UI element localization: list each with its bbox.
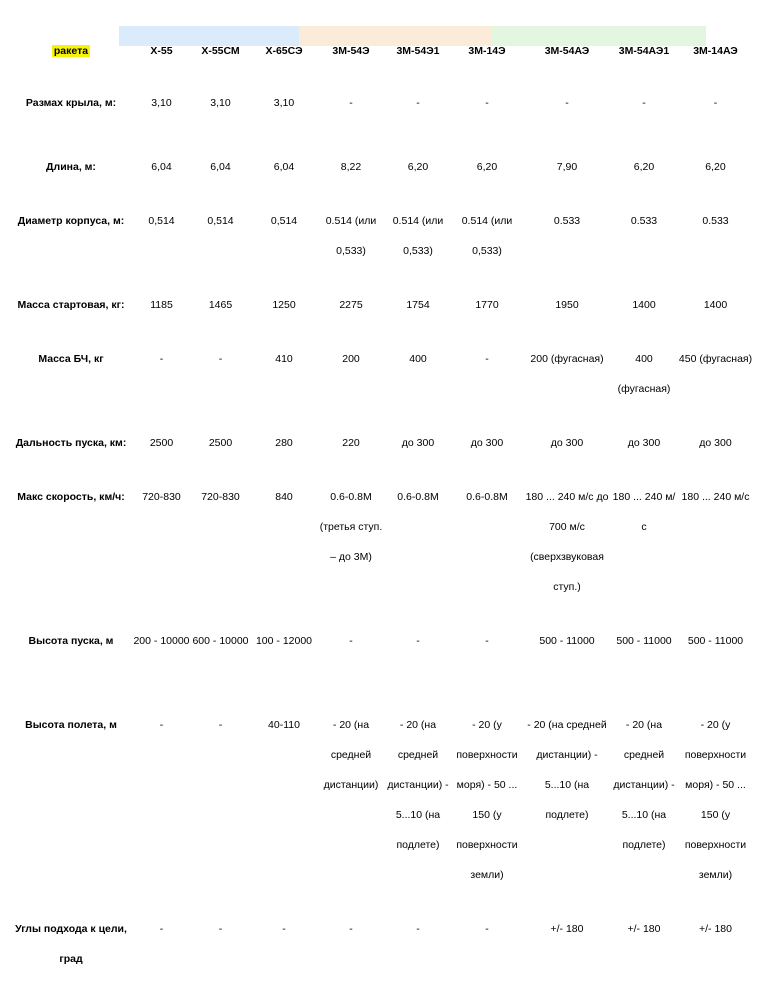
table-cell: 180 ... 240 м/с (681, 491, 750, 503)
table-cell: 450 (фугасная) (678, 353, 753, 365)
column-header: Х-65СЭ (265, 45, 303, 57)
row-label: Масса стартовая, кг: (17, 299, 125, 311)
table-cell: 400 (фугасная) (617, 353, 671, 395)
column-header: 3М-54Э (332, 45, 370, 57)
table-cell: - 20 (у поверхности моря) - 50 ... 150 (у поверхности земли) (456, 719, 518, 881)
table-row (10, 626, 755, 710)
table-cell: 500 - 11000 (539, 635, 595, 647)
table-cell: 8,22 (340, 161, 362, 173)
table-cell: 6,04 (273, 161, 295, 173)
table-cell: 0.514 (или 0,533) (325, 215, 377, 257)
table-cell: - (282, 923, 286, 935)
table-cell: - (416, 923, 420, 935)
table-cell: 0.514 (или 0,533) (392, 215, 444, 257)
missile-specs-table (10, 36, 755, 974)
table-cell: +/- 180 (627, 923, 661, 935)
table-cell: 0.6-0.8М (397, 491, 439, 503)
table-cell: 200 (фугасная) (530, 353, 604, 365)
table-cell: 1465 (208, 299, 233, 311)
table-cell: +/- 180 (699, 923, 732, 935)
table-cell: 1185 (150, 299, 173, 311)
table-cell: 100 - 12000 (255, 635, 313, 647)
row-label: Диаметр корпуса, м: (17, 215, 125, 227)
table-cell: - (485, 353, 489, 365)
row-label: Дальность пуска, км: (15, 437, 127, 449)
table-cell: - (565, 97, 569, 109)
table-cell: 1400 (703, 299, 728, 311)
table-cell: до 300 (627, 437, 661, 449)
table-cell: 3,10 (210, 97, 231, 109)
table-cell: 0,514 (207, 215, 234, 227)
table-cell: 40-110 (268, 719, 300, 731)
column-header: 3М-14Э (468, 45, 506, 57)
table-cell: - (485, 923, 489, 935)
table-cell: 0.6-0.8М (третья ступ. – до 3М) (319, 491, 383, 563)
table-cell: 2275 (339, 299, 363, 311)
table-cell: - 20 (на средней дистанции) - 5...10 (на подлете) (387, 719, 449, 851)
table-cell: 1250 (272, 299, 296, 311)
table-cell: 0.6-0.8М (466, 491, 508, 503)
table-cell: 7,90 (556, 161, 578, 173)
table-cell: - (218, 353, 223, 365)
row-label: Масса БЧ, кг (38, 353, 104, 365)
table-cell: 280 (275, 437, 293, 449)
table-cell: 180 ... 240 м/с до 700 м/с (сверхзвуковая ступ.) (525, 491, 609, 593)
table-cell: 500 - 11000 (616, 635, 672, 647)
row-label: Высота пуска, м (28, 635, 114, 647)
table-cell: 0.533 (553, 215, 581, 227)
table-cell: - 20 (на средней дистанции) (323, 719, 379, 791)
table-cell: 0,514 (148, 215, 175, 227)
table-cell: - 20 (у поверхности моря) - 50 ... 150 (у поверхности земли) (684, 719, 747, 881)
row-label: Длина, м: (46, 161, 96, 173)
table-row (10, 482, 755, 626)
table-row (10, 344, 755, 428)
table-cell: до 300 (470, 437, 504, 449)
table-cell: 6,20 (476, 161, 498, 173)
table-cell: 0.533 (702, 215, 729, 227)
table-cell: 1400 (632, 299, 656, 311)
table-cell: - (349, 923, 353, 935)
table-cell: 0.533 (630, 215, 658, 227)
table-cell: 400 (409, 353, 427, 365)
table-cell: - (485, 635, 489, 647)
column-header: Х-55 (150, 45, 173, 57)
column-header: 3М-54АЭ1 (618, 45, 670, 57)
table-cell: - (349, 97, 353, 109)
table-cell: 3,10 (151, 97, 172, 109)
column-header: 3М-14АЭ (693, 45, 738, 57)
table-cell: 200 (342, 353, 360, 365)
column-header: Х-55СМ (201, 45, 240, 57)
column-header: 3М-54АЭ (544, 45, 590, 57)
table-cell: 1770 (475, 299, 499, 311)
table-cell: 0,514 (270, 215, 298, 227)
table-row (10, 710, 755, 914)
table-cell: - (159, 719, 164, 731)
table-cell: 720-830 (142, 491, 181, 503)
table-cell: 220 (342, 437, 360, 449)
row-label: Высота полета, м (25, 719, 117, 731)
table-cell: до 300 (699, 437, 732, 449)
table-cell: - (642, 97, 646, 109)
table-cell: 200 - 10000 (133, 635, 190, 647)
table-cell: - (416, 635, 420, 647)
table-cell: - (218, 719, 223, 731)
row-label: Размах крыла, м: (25, 97, 117, 109)
table-cell: - (159, 923, 164, 935)
table-cell: 6,20 (633, 161, 655, 173)
table-header-row (10, 36, 755, 68)
table-cell: - (416, 97, 420, 109)
table-row (10, 152, 755, 206)
table-cell: 410 (275, 353, 293, 365)
table-row (10, 428, 755, 482)
table-row (10, 290, 755, 344)
table-cell: - 20 (на средней дистанции) - 5...10 (на подлете) (527, 719, 607, 821)
table-cell: 600 - 10000 (192, 635, 249, 647)
table-cell: - (159, 353, 164, 365)
table-row (10, 914, 755, 974)
table-cell: - (485, 97, 489, 109)
table-cell: 720-830 (201, 491, 240, 503)
header-label-cell (10, 36, 132, 68)
column-header: 3М-54Э1 (396, 45, 440, 57)
table-cell: 2500 (208, 437, 233, 449)
table-cell: - (218, 923, 223, 935)
table-cell: - 20 (на средней дистанции) - 5...10 (на подлете) (613, 719, 675, 851)
table-cell: 6,20 (407, 161, 429, 173)
table-cell: 2500 (149, 437, 174, 449)
table-cell: - (713, 97, 718, 109)
table-cell: 500 - 11000 (687, 635, 744, 647)
table-cell: 0.514 (или 0,533) (461, 215, 513, 257)
table-row (10, 68, 755, 152)
table-cell: +/- 180 (550, 923, 584, 935)
table-cell: 1950 (555, 299, 579, 311)
table-cell: 6,04 (151, 161, 172, 173)
row-label: Макс скорость, км/ч: (17, 491, 125, 503)
table-row (10, 206, 755, 290)
table-cell: 6,20 (705, 161, 726, 173)
table-cell: до 300 (550, 437, 584, 449)
table-cell: 3,10 (273, 97, 295, 109)
table-cell: 1754 (406, 299, 430, 311)
table-cell: 180 ... 240 м/с (612, 491, 676, 533)
table-cell: 6,04 (210, 161, 231, 173)
table-cell: - (349, 635, 353, 647)
table-cell: до 300 (401, 437, 435, 449)
row-label: Углы подхода к цели, град (15, 923, 127, 965)
header-label: ракета (53, 45, 89, 57)
table-cell: 840 (275, 491, 293, 503)
